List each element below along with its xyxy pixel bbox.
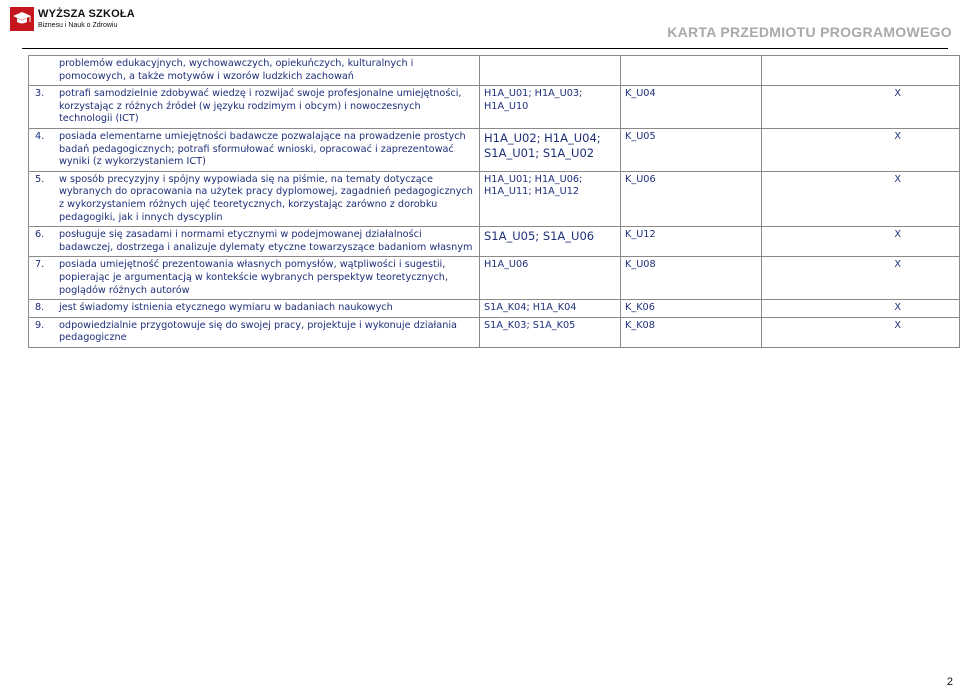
outcome-number: 8.: [35, 302, 45, 314]
outcome-text: w sposób precyzyjny i spójny wypowiada się na piśmie, na tematy dotyczące wybranych do opracowania na użytek pracy dyplomowej, zagadnień pedagogicznych z wykorzystaniem różnych ujęć teoretycznych, korzystając zarówno z dorobku pedagogiki, jak i innych dyscyplin: [59, 173, 473, 223]
ref-cell: S1A_K03; S1A_K05: [480, 317, 621, 347]
outcome-text: posiada elementarne umiejętności badawcze pozwalające na prowadzenie prostych badań pedagogicznych; potrafi sformułować wnioski, opracować i zaprezentować wyniki (z wykorzystaniem ICT): [59, 130, 466, 168]
ref-cell: [480, 56, 621, 86]
outcome-text: problemów edukacyjnych, wychowawczych, opiekuńczych, kulturalnych i pomocowych, a także motywów i wzorów ludzkich zachowań: [59, 58, 414, 82]
outcome-text: jest świadomy istnienia etycznego wymiaru w badaniach naukowych: [59, 302, 393, 314]
outcome-text: potrafi samodzielnie zdobywać wiedzę i rozwijać swoje profesjonalne umiejętności, korzystając z różnych źródeł (w języku rodzimym i obcym) i nowoczesnych technologii (ICT): [59, 88, 462, 125]
code-cell: K_U04: [621, 86, 762, 129]
outcome-number: 6.: [35, 229, 45, 241]
ref-cell: H1A_U01; H1A_U03; H1A_U10: [480, 86, 621, 129]
outcome-text: posiada umiejętność prezentowania własnych pomysłów, wątpliwości i sugestii, popierając je argumentacją w kontekście wybranych perspektyw teoretycznych, poglądów różnych autorów: [59, 259, 449, 296]
learning-outcomes-table: [28, 55, 960, 348]
outcome-text: posługuje się zasadami i normami etycznymi w podejmowanej działalności badawczej, dostrzega i analizuje dylematy etyczne towarzyszące badaniom własnym: [59, 229, 473, 253]
outcome-number: 3.: [35, 88, 45, 100]
table-row: [29, 86, 960, 129]
outcome-text: odpowiedzialnie przygotowuje się do swojej pracy, projektuje i wykonuje działania pedagogiczne: [59, 319, 457, 344]
table-row: [29, 317, 960, 347]
page-number: 2: [946, 676, 953, 688]
check-cell: X: [762, 86, 960, 129]
table-row: [29, 171, 960, 226]
outcome-number: 4.: [35, 130, 45, 142]
ref-cell: S1A_K04; H1A_K04: [480, 300, 621, 318]
page-header: [0, 0, 960, 50]
table-row: [29, 300, 960, 318]
code-cell: K_U06: [621, 171, 762, 226]
table-row: [29, 56, 960, 86]
table-row: [29, 257, 960, 300]
outcome-number: 7.: [35, 259, 45, 271]
mortarboard-icon: [10, 7, 34, 31]
ref-cell: H1A_U06: [480, 257, 621, 300]
logo-subtitle: Biznesu i Nauk o Zdrowiu: [38, 22, 118, 29]
document-title: KARTA PRZEDMIOTU PROGRAMOWEGO: [667, 24, 952, 40]
ref-cell: H1A_U01; H1A_U06; H1A_U11; H1A_U12: [480, 171, 621, 226]
ref-cell: S1A_U05; S1A_U06: [480, 227, 621, 257]
check-cell: X: [762, 317, 960, 347]
outcome-number: 5.: [35, 173, 45, 185]
code-cell: [621, 56, 762, 86]
outcome-number: [33, 58, 59, 83]
check-cell: X: [762, 227, 960, 257]
table-row: [29, 227, 960, 257]
ref-cell: H1A_U02; H1A_U04; S1A_U01; S1A_U02: [480, 128, 621, 171]
code-cell: K_K06: [621, 300, 762, 318]
logo-name: WYŻSZA SZKOŁA: [38, 8, 135, 20]
check-cell: X: [762, 257, 960, 300]
school-logo: [10, 7, 135, 31]
check-cell: [762, 56, 960, 86]
code-cell: K_K08: [621, 317, 762, 347]
check-cell: X: [762, 300, 960, 318]
code-cell: K_U08: [621, 257, 762, 300]
code-cell: K_U05: [621, 128, 762, 171]
table-row: [29, 128, 960, 171]
outcome-number: 9.: [35, 319, 45, 331]
code-cell: K_U12: [621, 227, 762, 257]
check-cell: X: [762, 128, 960, 171]
header-divider: [22, 48, 948, 49]
check-cell: X: [762, 171, 960, 226]
